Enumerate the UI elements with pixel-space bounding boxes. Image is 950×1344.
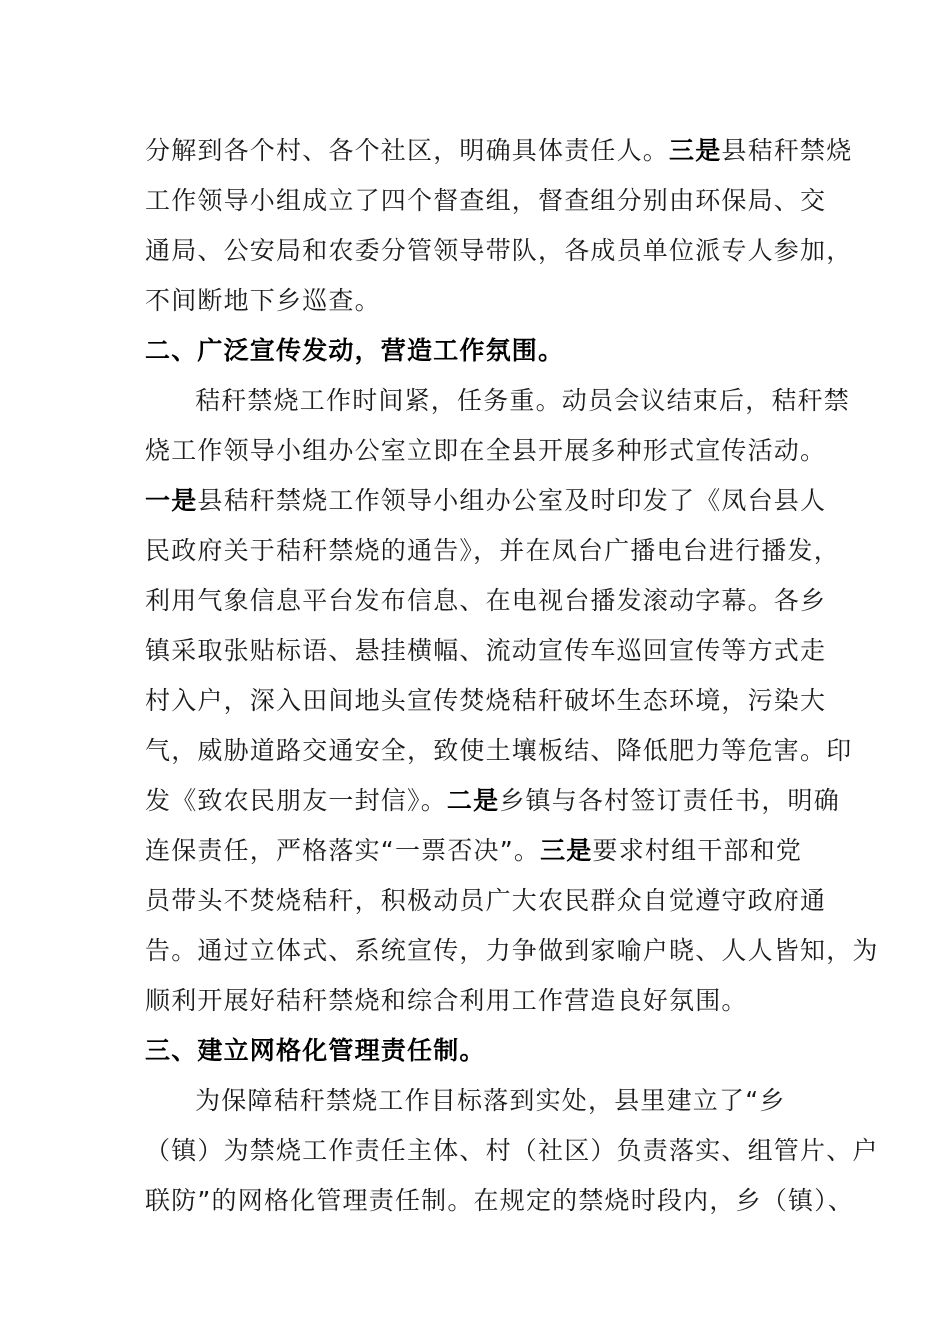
paragraph-line bbox=[145, 776, 840, 826]
body-text: 镇采取张贴标语、悬挂横幅、流动宣传车巡回宣传等方式走 bbox=[145, 636, 827, 665]
body-text: 村入户，深入田间地头宣传焚烧秸秆破坏生态环境，污染大 bbox=[145, 686, 827, 715]
body-text: 不间断地下乡巡查。 bbox=[145, 286, 381, 315]
body-text: 县秸秆禁烧 bbox=[721, 136, 853, 165]
body-text: 气，威胁道路交通安全，致使土壤板结、降低肥力等危害。印 bbox=[145, 736, 853, 765]
emphasis-text: 二是 bbox=[446, 786, 500, 815]
paragraph-line bbox=[145, 1126, 879, 1176]
paragraph-line bbox=[145, 276, 810, 326]
section-heading: 三、建立网格化管理责任制。 bbox=[145, 1036, 486, 1065]
paragraph-line bbox=[145, 576, 827, 626]
body-text: 连保责任，严格落实“一票否决”。 bbox=[145, 836, 541, 865]
body-text: 乡镇与各村签订责任书，明确 bbox=[499, 786, 840, 815]
body-text: 员带头不焚烧秸秆，积极动员广大农民群众自觉遵守政府通 bbox=[145, 886, 827, 915]
body-text: 工作领导小组成立了四个督查组，督查组分别由环保局、交 bbox=[145, 186, 827, 215]
paragraph-line bbox=[145, 626, 827, 676]
paragraph-line bbox=[145, 676, 827, 726]
emphasis-text: 三是 bbox=[669, 136, 722, 165]
emphasis-text: 三是 bbox=[540, 836, 593, 865]
paragraph-line bbox=[145, 1176, 855, 1226]
paragraph-line bbox=[145, 1076, 810, 1126]
paragraph-line bbox=[145, 126, 853, 176]
body-text: 县秸秆禁烧工作领导小组办公室及时印发了《凤台县人 bbox=[197, 486, 827, 515]
body-text: 告。通过立体式、系统宣传，力争做到家喻户晓、人人皆知，为 bbox=[145, 936, 879, 965]
emphasis-text: 一是 bbox=[145, 486, 198, 515]
paragraph-line bbox=[145, 726, 853, 776]
body-text: 要求村组干部和党 bbox=[592, 836, 803, 865]
paragraph-line bbox=[145, 826, 810, 876]
document-body bbox=[145, 126, 879, 1226]
paragraph-line bbox=[145, 376, 851, 426]
paragraph-line bbox=[145, 526, 840, 576]
body-text: 通局、公安局和农委分管领导带队，各成员单位派专人参加， bbox=[145, 236, 853, 265]
body-text: 联防”的网格化管理责任制。在规定的禁烧时段内，乡（镇）、 bbox=[145, 1186, 855, 1215]
body-text: 民政府关于秸秆禁烧的通告》，并在凤台广播电台进行播发， bbox=[145, 536, 840, 565]
body-text: 秸秆禁烧工作时间紧，任务重。动员会议结束后，秸秆禁 bbox=[195, 386, 851, 415]
body-text: 分解到各个村、各个社区，明确具体责任人。 bbox=[145, 136, 670, 165]
section-heading: 二、广泛宣传发动，营造工作氛围。 bbox=[145, 336, 565, 365]
body-text: 为保障秸秆禁烧工作目标落到实处，县里建立了“乡 bbox=[195, 1086, 786, 1115]
paragraph-line bbox=[145, 426, 827, 476]
paragraph-line bbox=[145, 876, 827, 926]
body-text: 顺利开展好秸秆禁烧和综合利用工作营造良好氛围。 bbox=[145, 986, 748, 1015]
body-text: 利用气象信息平台发布信息、在电视台播发滚动字幕。各乡 bbox=[145, 586, 827, 615]
body-text: （镇）为禁烧工作责任主体、村（社区）负责落实、组管片、户 bbox=[145, 1136, 879, 1165]
paragraph-line bbox=[145, 476, 827, 526]
paragraph-line bbox=[145, 976, 810, 1026]
paragraph-line bbox=[145, 926, 879, 976]
body-text: 发《致农民朋友一封信》。 bbox=[145, 786, 447, 815]
paragraph-line bbox=[145, 176, 827, 226]
body-text: 烧工作领导小组办公室立即在全县开展多种形式宣传活动。 bbox=[145, 436, 827, 465]
paragraph-line bbox=[145, 226, 853, 276]
